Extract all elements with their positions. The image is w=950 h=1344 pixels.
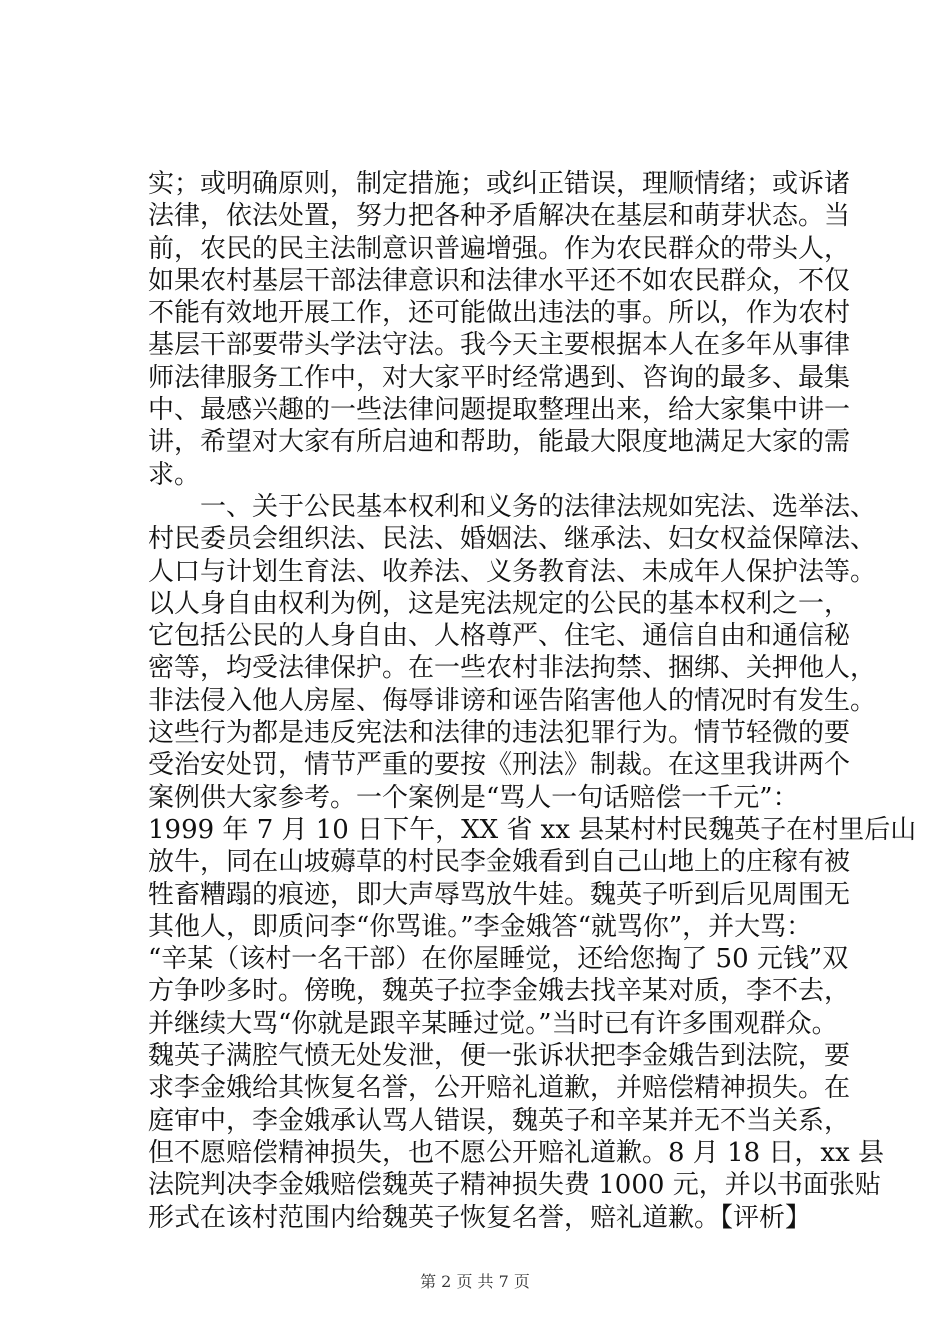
document-body: [148, 168, 917, 1234]
text-line: 受治安处罚，情节严重的要按《刑法》制裁。在这里我讲两个: [148, 750, 851, 781]
text-line: 师法律服务工作中，对大家平时经常遇到、咨询的最多、最集: [148, 362, 851, 393]
text-line: 实；或明确原则，制定措施；或纠正错误，理顺情绪；或诉诸: [148, 169, 851, 199]
text-line: 求李金娥给其恢复名誉，公开赔礼道歉，并赔偿精神损失。在: [148, 1073, 851, 1104]
text-line: 法律，依法处置，努力把各种矛盾解决在基层和萌芽状态。当: [148, 201, 851, 232]
text-line: 如果农村基层干部法律意识和法律水平还不如农民群众，不仅: [148, 265, 851, 296]
text-line: 以人身自由权利为例，这是宪法规定的公民的基本权利之一，: [148, 588, 851, 619]
text-line: 方争吵多时。傍晚，魏英子拉李金娥去找辛某对质，李不去，: [148, 976, 851, 1007]
text-line: 求。: [148, 459, 201, 490]
text-line: 放牛，同在山坡薅草的村民李金娥看到自己山地上的庄稼有被: [148, 847, 851, 878]
text-line: 一、关于公民基本权利和义务的法律法规如宪法、选举法、: [148, 491, 877, 522]
text-line: 庭审中，李金娥承认骂人错误，魏英子和辛某并无不当关系，: [148, 1105, 851, 1136]
text-line: 前，农民的民主法制意识普遍增强。作为农民群众的带头人，: [148, 233, 851, 264]
text-line: 魏英子满腔气愤无处发泄，便一张诉状把李金娥告到法院，要: [148, 1041, 851, 1072]
text-line: 案例供大家参考。一个案例是“骂人一句话赔偿一千元”：: [148, 782, 799, 813]
text-line: 并继续大骂“你就是跟辛某睡过觉。”当时已有许多围观群众。: [148, 1008, 838, 1039]
text-line: 牲畜糟蹋的痕迹，即大声辱骂放牛娃。魏英子听到后见周围无: [148, 879, 851, 910]
text-line: 人口与计划生育法、收养法、义务教育法、未成年人保护法等。: [148, 556, 877, 587]
text-line: 不能有效地开展工作，还可能做出违法的事。所以，作为农村: [148, 298, 851, 329]
text-line: 基层干部要带头学法守法。我今天主要根据本人在多年从事律: [148, 330, 851, 361]
text-line: “辛某（该村一名干部）在你屋睡觉，还给您掏了 50 元钱”双: [148, 944, 849, 975]
text-line: 形式在该村范围内给魏英子恢复名誉，赔礼道歉。【评析】: [148, 1202, 812, 1233]
text-line: 1999 年 7 月 10 日下午，XX 省 xx 县某村村民魏英子在村里后山: [148, 814, 917, 845]
text-line: 它包括公民的人身自由、人格尊严、住宅、通信自由和通信秘: [148, 621, 851, 652]
text-line: 密等，均受法律保护。在一些农村非法拘禁、捆绑、关押他人，: [148, 653, 877, 684]
text-line: 法院判决李金娥赔偿魏英子精神损失费 1000 元，并以书面张贴: [148, 1170, 881, 1201]
page-number-footer: 第 2 页 共 7 页: [420, 1272, 530, 1291]
text-line: 村民委员会组织法、民法、婚姻法、继承法、妇女权益保障法、: [148, 524, 877, 555]
text-line: 中、最感兴趣的一些法律问题提取整理出来，给大家集中讲一: [148, 395, 851, 426]
text-line: 这些行为都是违反宪法和法律的违法犯罪行为。情节轻微的要: [148, 718, 851, 749]
text-line: 其他人，即质问李“你骂谁。”李金娥答“就骂你”，并大骂：: [148, 911, 813, 942]
text-line: 讲，希望对大家有所启迪和帮助，能最大限度地满足大家的需: [148, 427, 851, 458]
text-line: 但不愿赔偿精神损失，也不愿公开赔礼道歉。8 月 18 日，xx 县: [148, 1137, 885, 1168]
text-line: 非法侵入他人房屋、侮辱诽谤和诬告陷害他人的情况时有发生。: [148, 685, 877, 716]
